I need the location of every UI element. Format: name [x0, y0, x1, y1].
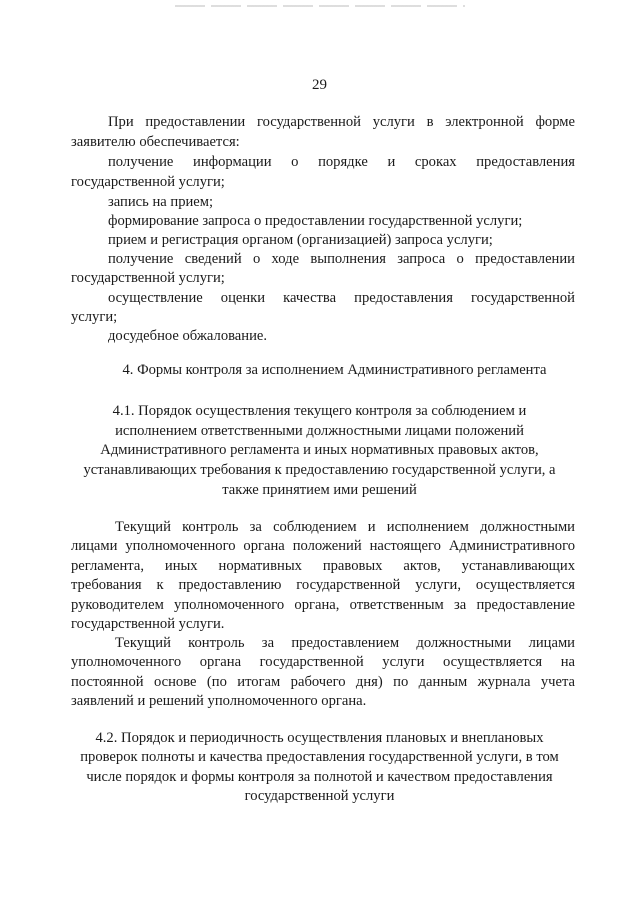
heading-4-2-line-2: проверок полноты и качества предоставления государственной услуги, в том: [80, 749, 559, 765]
heading-4-1-line-3: Административного регламента и иных нормативных правовых актов,: [100, 442, 539, 458]
heading-4-1-line-1: 4.1. Порядок осуществления текущего контроля за соблюдением и: [112, 403, 527, 419]
heading-4-1-line-5: также принятием ими решений: [222, 482, 417, 498]
para-4-1-a-line-6: государственной услуги.: [71, 616, 225, 632]
heading-4-2-line-1: 4.2. Порядок и периодичность осуществления плановых и внеплановых: [95, 730, 544, 746]
para-4-1-b-line-4: заявлений и решений уполномоченного органа.: [71, 693, 367, 709]
intro-item-registration: прием и регистрация органом (организацией) запроса услуги;: [108, 232, 493, 248]
para-4-1-a-line-2: лицами уполномоченного органа положений настоящего Административного: [71, 538, 575, 554]
para-4-1-a-line-1: Текущий контроль за соблюдением и исполнением должностными: [115, 519, 575, 535]
heading-4-2-line-4: государственной услуги: [244, 788, 395, 804]
intro-item-evaluation-cont: услуги;: [71, 309, 118, 325]
para-4-1-b-line-3: постоянной основе (по итогам рабочего дня) по данным журнала учета: [71, 674, 575, 690]
intro-line-1: При предоставлении государственной услуги в электронной форме: [108, 114, 575, 130]
para-4-1-b-line-1: Текущий контроль за предоставлением должностными лицами: [115, 635, 575, 651]
heading-4-1-line-4: устанавливающих требования к предоставлению государственной услуги, а: [83, 462, 556, 478]
para-4-1-b-line-2: уполномоченного органа государственной услуги осуществляется на: [71, 654, 575, 670]
intro-item-info: получение информации о порядке и сроках предоставления: [108, 154, 575, 170]
section-heading-4: 4. Формы контроля за исполнением Административного регламента: [122, 362, 547, 378]
intro-item-status: получение сведений о ходе выполнения запроса о предоставлении: [108, 251, 575, 267]
para-4-1-a-line-3: регламента, иных нормативных правовых актов, устанавливающих: [71, 558, 575, 574]
heading-4-2-line-3: числе порядок и формы контроля за полнотой и качеством предоставления: [86, 769, 553, 785]
para-4-1-a-line-5: руководителем уполномоченного органа, ответственным за предоставление: [71, 597, 575, 613]
para-4-1-a-line-4: требования к предоставлению государственной услуги, осуществляется: [71, 577, 575, 593]
intro-line-2: заявителю обеспечивается:: [71, 134, 240, 150]
intro-item-info-cont: государственной услуги;: [71, 174, 225, 190]
intro-item-appeal: досудебное обжалование.: [108, 328, 268, 344]
scan-artifact-line: [175, 5, 465, 7]
intro-item-appointment: запись на прием;: [108, 194, 214, 210]
heading-4-1-line-2: исполнением ответственными должностными лицами положений: [115, 423, 524, 439]
page-number: 29: [312, 77, 327, 93]
intro-item-status-cont: государственной услуги;: [71, 270, 225, 286]
intro-item-evaluation: осуществление оценки качества предоставления государственной: [108, 290, 575, 306]
intro-item-request: формирование запроса о предоставлении государственной услуги;: [108, 213, 523, 229]
